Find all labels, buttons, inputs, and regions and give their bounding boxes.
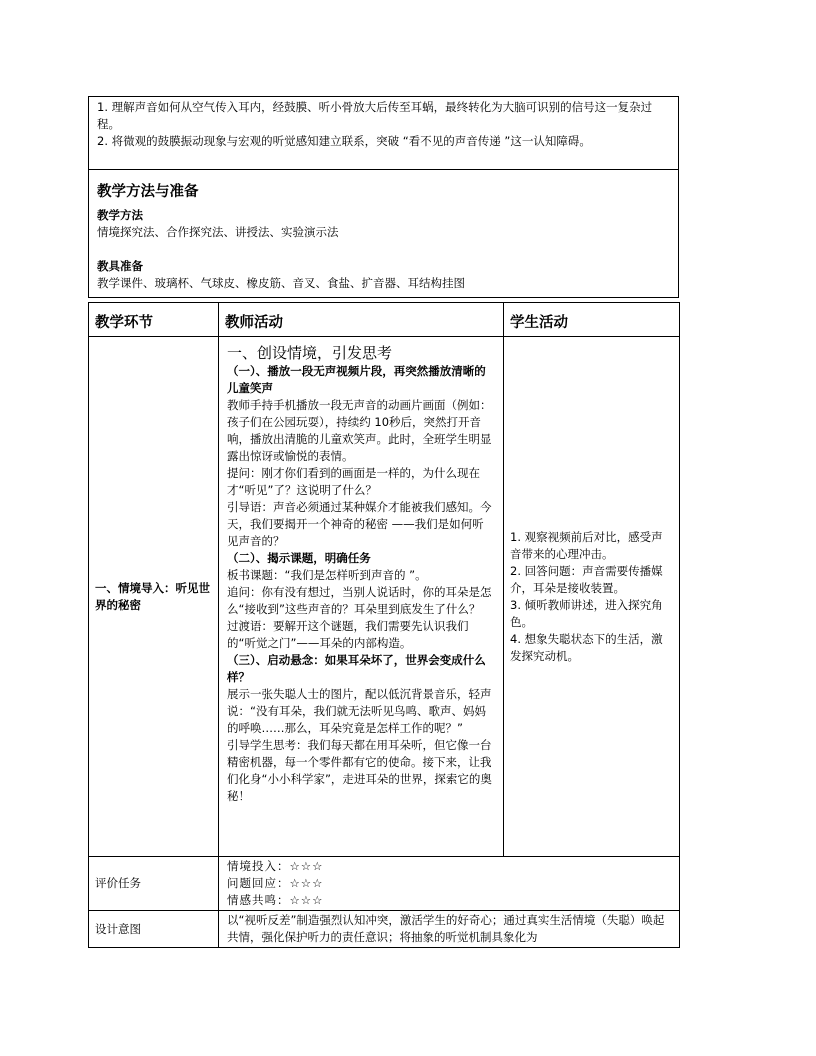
stage-cell xyxy=(89,337,219,857)
header-student: 学生活动 xyxy=(504,303,680,337)
objective-2: 2. 将微观的鼓膜振动现象与宏观的听觉感知建立联系，突破 “看不见的声音传递 ”这一认知障碍。 xyxy=(97,134,591,148)
method-label: 教学方法 xyxy=(97,208,143,222)
step3-paragraph-2: 引导学生思考：我们每天都在用耳朵听，但它像一台精密机器，每一个零件都有它的使命。接下来，让我们化身“小小科学家”，走进耳朵的世界，探索它的奥秘！ xyxy=(227,738,492,803)
eval-label-cell xyxy=(89,857,219,911)
step2-paragraph-1: 板书课题：“我们是怎样听到声音的 ”。 xyxy=(227,568,427,582)
step1-paragraph-1: 教师手持手机播放一段无声音的动画片画面（例如：孩子们在公园玩耍），持续约 10秒后，突然打开音响，播放出清脆的儿童欢笑声。此时，全班学生明显露出惊讶或愉悦的表情。 xyxy=(227,398,492,463)
step3-title: （三）、启动悬念：如果耳朵坏了，世界会变成什么样？ xyxy=(227,653,486,684)
table-header-row xyxy=(89,303,680,337)
methods-section xyxy=(88,170,679,298)
eval-label: 评价任务 xyxy=(95,876,141,890)
lesson-plan-document xyxy=(88,96,679,948)
eval-item-3: 情感共鸣：☆☆☆ xyxy=(227,893,324,907)
design-label: 设计意图 xyxy=(95,921,141,936)
student-item-3: 3. 倾听教师讲述，进入探究角色。 xyxy=(510,597,663,629)
header-teacher: 教师活动 xyxy=(219,303,504,337)
design-row xyxy=(89,911,680,948)
step1-paragraph-2: 提问：刚才你们看到的画面是一样的，为什么现在才“听见”了？这说明了什么？ xyxy=(227,466,480,497)
student-item-1: 1. 观察视频前后对比，感受声音带来的心理冲击。 xyxy=(510,529,663,561)
student-activity-cell xyxy=(504,337,680,857)
objective-1: 1. 理解声音如何从空气传入耳内，经鼓膜、听小骨放大后传至耳蜗，最终转化为大脑可识别的信号这一复杂过程。 xyxy=(97,100,653,131)
eval-item-2: 问题回应：☆☆☆ xyxy=(227,876,324,890)
eval-items-cell xyxy=(219,857,680,911)
prep-text: 教学课件、玻璃杯、气球皮、橡皮筋、音叉、食盐、扩音器、耳结构挂图 xyxy=(97,276,465,290)
lesson-table xyxy=(88,302,680,948)
objectives-cell xyxy=(88,96,679,170)
evaluation-row xyxy=(89,857,680,911)
step2-paragraph-3: 过渡语：要解开这个谜题，我们需要先认识我们的“听觉之门”——耳朵的内部构造。 xyxy=(227,619,469,650)
step2-paragraph-2: 追问：你有没有想过，当别人说话时，你的耳朵是怎么“接收到”这些声音的？耳朵里到底发生了什么？ xyxy=(227,585,492,616)
student-item-2: 2. 回答问题：声音需要传播媒介，耳朵是接收装置。 xyxy=(510,563,663,595)
step3-paragraph-1: 展示一张失聪人士的图片，配以低沉背景音乐，轻声说：“没有耳朵，我们就无法听见鸟鸣、歌声、妈妈的呼唤……那么，耳朵究竟是怎样工作的呢？” xyxy=(227,687,492,735)
teacher-activity-cell xyxy=(219,337,504,857)
eval-item-1: 情境投入：☆☆☆ xyxy=(227,859,324,873)
design-label-cell xyxy=(89,911,219,948)
student-item-4: 4. 想象失聪状态下的生活，激发探究动机。 xyxy=(510,631,663,663)
teacher-section-title: 一、创设情境，引发思考 xyxy=(227,344,393,362)
design-text-cell xyxy=(219,911,680,948)
design-text: 以“视听反差”制造强烈认知冲突，激活学生的好奇心；通过真实生活情境（失聪）唤起共情，强化保护听力的责任意识；将抽象的听觉机制具象化为 xyxy=(227,913,665,944)
methods-title: 教学方法与准备 xyxy=(97,184,199,200)
stage-label: 一、情境导入：听见世界的秘密 xyxy=(95,580,210,612)
prep-label: 教具准备 xyxy=(97,259,143,273)
step2-title: （二）、揭示课题，明确任务 xyxy=(227,551,371,565)
step1-paragraph-3: 引导语：声音必须通过某种媒介才能被我们感知。今天，我们要揭开一个神奇的秘密 ——我们是如何听见声音的？ xyxy=(227,500,492,548)
step1-title: （一）、播放一段无声视频片段，再突然播放清晰的儿童笑声 xyxy=(227,364,486,395)
header-stage: 教学环节 xyxy=(89,303,219,337)
method-text: 情境探究法、合作探究法、讲授法、实验演示法 xyxy=(97,225,339,239)
table-row xyxy=(89,337,680,857)
